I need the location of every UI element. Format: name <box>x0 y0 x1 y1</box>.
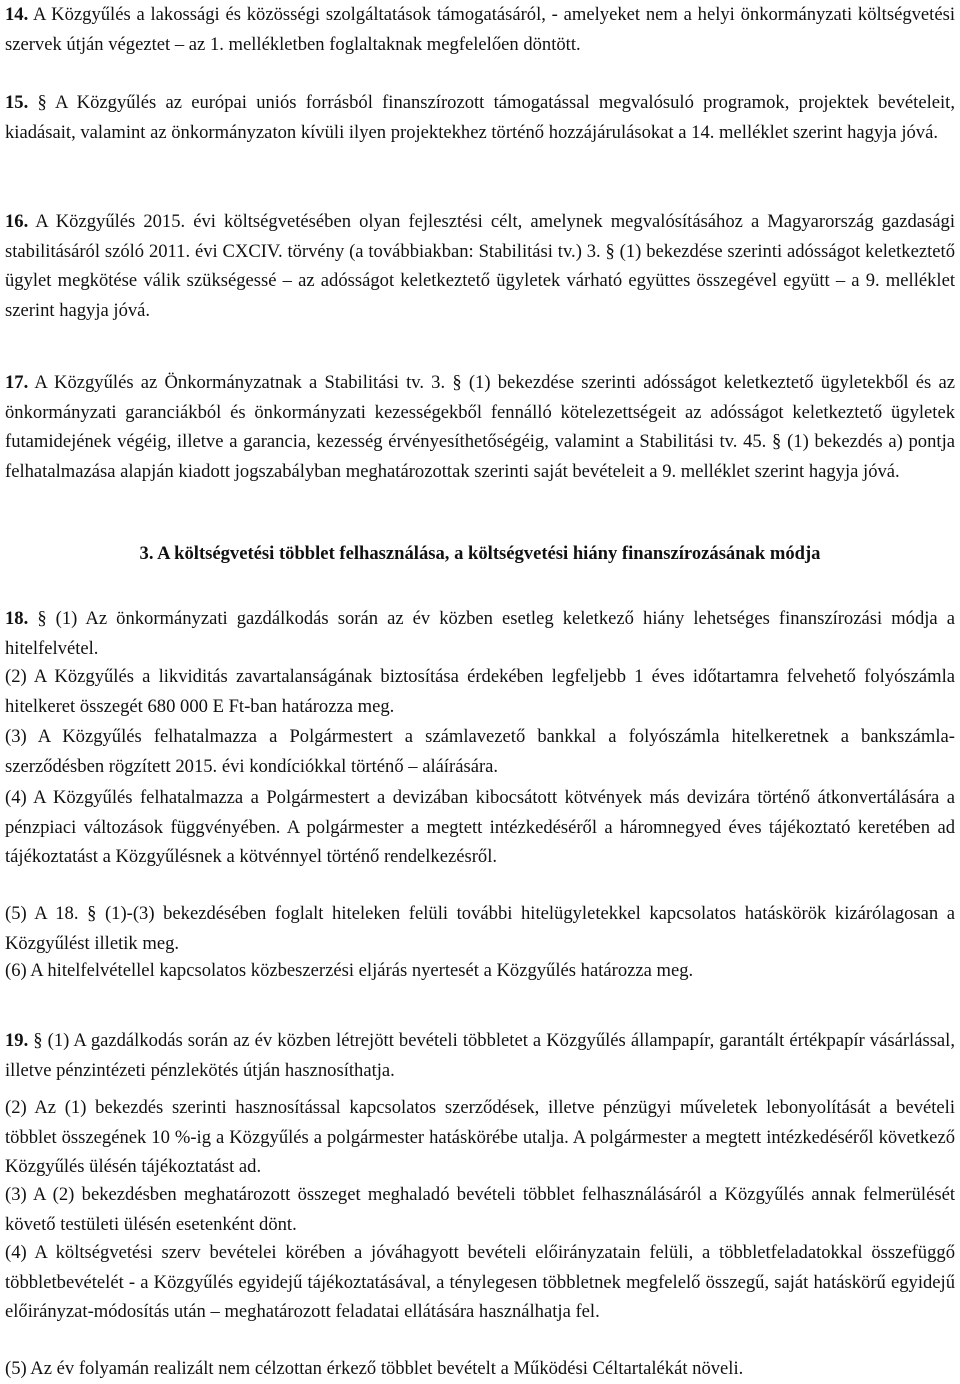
section-number: 19. <box>5 1030 29 1051</box>
section-number: 18. <box>5 608 29 629</box>
section-18-para-2: (2) A Közgyűlés a likviditás zavartalanságának biztosítása érdekében legfeljebb 1 éves időtartamra felvehető folyószámla hitelkeret összegét 680 000 E Ft-ban határozza meg. <box>5 666 955 717</box>
section-18-para-1 <box>5 604 955 663</box>
section-19-para-5: (5) Az év folyamán realizált nem célzottan érkező többlet bevételt a Működési Céltartalékát növeli. <box>5 1358 744 1379</box>
section-19-para-3: (3) A (2) bekezdésben meghatározott összeget meghaladó bevételi többlet felhasználásáról a Közgyűlés annak felmerülését követő testületi ülésén esetenként dönt. <box>5 1184 955 1235</box>
section-text: A Közgyűlés a lakossági és közösségi szolgáltatások támogatásáról, - amelyeket nem a helyi önkormányzati költségvetési szervek útján végeztet – az 1. mellékletben foglaltaknak megfelelően döntött. <box>5 4 955 55</box>
chapter-heading: 3. A költségvetési többlet felhasználása, a költségvetési hiány finanszírozásának módja <box>139 543 821 564</box>
paragraph-text: § (1) Az önkormányzati gazdálkodás során az év közben esetleg keletkező hiány lehetséges finanszírozási módja a hitelfelvétel. <box>5 608 955 659</box>
section-number: 14. <box>5 4 29 25</box>
section-text: A Közgyűlés az Önkormányzatnak a Stabilitási tv. 3. § (1) bekezdése szerinti adósságot keletkeztető ügyletekből és az önkormányzati garanciákból és önkormányzati kezességekből fennálló kötelezettségeit az adósságot keletkeztető ügyletek futamidejének végéig, illetve a garancia, kezesség érvényesíthetőségéig, valamint a Stabilitási tv. 45. § (1) bekezdés a) pontja felhatalmazása alapján kiadott jogszabályban meghatározottak szerinti saját bevételeit a 9. melléklet szerint hagyja jóvá. <box>5 372 955 482</box>
section-16 <box>5 207 955 325</box>
paragraph-text: § (1) A gazdálkodás során az év közben létrejött bevételi többletet a Közgyűlés állampapír, garantált értékpapír vásárlással, illetve pénzintézeti pénzlekötés útján hasznosíthatja. <box>5 1030 955 1081</box>
section-18-para-3: (3) A Közgyűlés felhatalmazza a Polgármestert a számlavezető bankkal a folyószámla hitelkeretnek a bankszámla-szerződésben rögzített 2015. évi kondíciókkal történő – aláírására. <box>5 726 955 777</box>
section-17 <box>5 368 955 486</box>
section-19-para-4: (4) A költségvetési szerv bevételei körében a jóváhagyott bevételi előirányzatain felüli, a többletfeladatokkal összefüggő többletbevételét - a Közgyűlés egyidejű tájékoztatásával, a ténylegesen többletnek megfelelő összegű, saját hatáskörű egyidejű előirányzat-módosítás után – meghatározott feladatai ellátására használhatja fel. <box>5 1242 955 1322</box>
section-18-para-5: (5) A 18. § (1)-(3) bekezdésében foglalt hiteleken felüli további hitelügyletekkel kapcsolatos hatáskörök kizárólagosan a Közgyűlést illetik meg. <box>5 903 955 954</box>
section-18-para-4: (4) A Közgyűlés felhatalmazza a Polgármestert a devizában kibocsátott kötvények más devizára történő átkonvertálására a pénzpiaci változások függvényében. A polgármester a megtett intézkedéséről a háromnegyed éves tájékoztató keretében ad tájékoztatást a Közgyűlésnek a kötvénnyel történő rendelkezésről. <box>5 787 955 867</box>
section-15 <box>5 88 955 147</box>
section-text: § A Közgyűlés az európai uniós forrásból finanszírozott támogatással megvalósuló programok, projektek bevételeit, kiadásait, valamint az önkormányzaton kívüli ilyen projektekhez történő hozzájárulásokat a 14. melléklet szerint hagyja jóvá. <box>5 92 955 143</box>
section-number: 16. <box>5 211 29 232</box>
section-number: 17. <box>5 372 29 393</box>
section-number: 15. <box>5 92 29 113</box>
section-18-para-6: (6) A hitelfelvétellel kapcsolatos közbeszerzési eljárás nyertesét a Közgyűlés határozza meg. <box>5 960 694 981</box>
section-19-para-1 <box>5 1026 955 1085</box>
section-19-para-2: (2) Az (1) bekezdés szerinti hasznosítással kapcsolatos szerződések, illetve pénzügyi műveletek lebonyolítását a bevételi többlet összegének 10 %-ig a Közgyűlés a polgármester hatáskörébe utalja. A polgármester a megtett intézkedéséről következő Közgyűlés ülésén tájékoztatást ad. <box>5 1097 955 1177</box>
section-14 <box>5 0 955 59</box>
section-text: A Közgyűlés 2015. évi költségvetésében olyan fejlesztési célt, amelynek megvalósításához a Magyarország gazdasági stabilitásáról szóló 2011. évi CXCIV. törvény (a továbbiakban: Stabilitási tv.) 3. § (1) bekezdése szerinti adósságot keletkeztető ügylet megkötése válik szükségessé – az adósságot keletkeztető ügyletek várható együttes összegével együtt – a 9. melléklet szerint hagyja jóvá. <box>5 211 955 321</box>
